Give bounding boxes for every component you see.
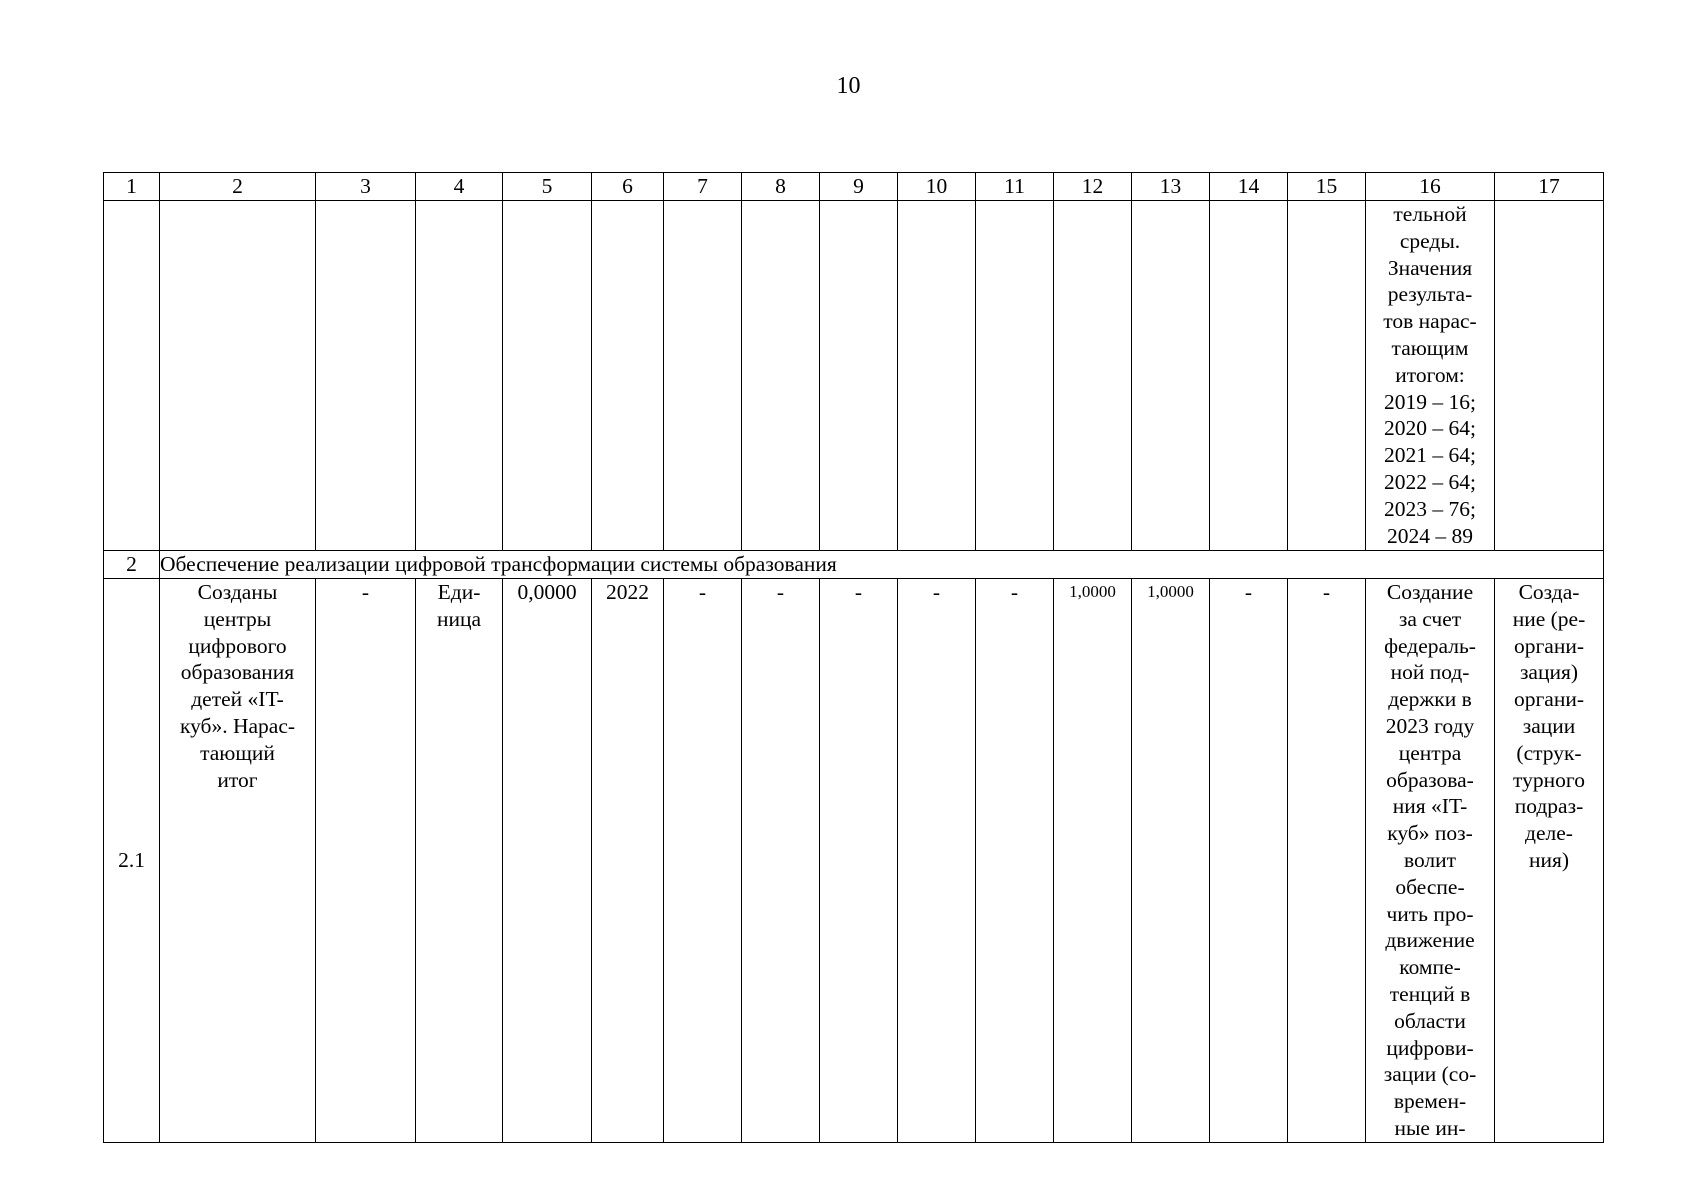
column-number: 6 — [592, 173, 664, 201]
section-title: Обеспечение реализации цифровой трансформации системы образования — [160, 551, 1604, 579]
value-cell: 1,0000 — [1132, 579, 1210, 1143]
table-cell — [160, 201, 316, 551]
indicator-name-cell — [160, 579, 316, 1143]
column-number: 13 — [1132, 173, 1210, 201]
column-number: 5 — [503, 173, 592, 201]
column-number-row — [104, 173, 1604, 201]
table-cell — [503, 201, 592, 551]
table-cell — [1288, 201, 1366, 551]
note-cell — [1495, 579, 1604, 1143]
table-cell — [664, 201, 742, 551]
indicator-name: Созданы центры цифрового образования детей «IT- куб». Нарас- тающий итог — [179, 580, 296, 792]
table-cell: - — [316, 579, 416, 1143]
description-text: Создание за счет федераль- ной под- держки в 2023 году центра образова- ния «IT- куб» поз- волит обеспе- чить про- движение компе- тенций в области цифрови- зации (со- времен- ные ин- — [1383, 580, 1477, 1140]
table-cell — [416, 201, 503, 551]
table-cell — [1210, 201, 1288, 551]
table-cell — [1054, 201, 1132, 551]
base-year-cell: 2022 — [592, 579, 664, 1143]
table-cell: - — [742, 579, 820, 1143]
table-cell — [976, 201, 1054, 551]
value-cell: 1,0000 — [1054, 579, 1132, 1143]
column-number: 15 — [1288, 173, 1366, 201]
section-row — [104, 551, 1604, 579]
indicators-table — [103, 172, 1604, 1143]
continued-results-cell — [1366, 201, 1495, 551]
column-number: 14 — [1210, 173, 1288, 201]
column-number: 2 — [160, 173, 316, 201]
table-cell: - — [820, 579, 898, 1143]
table-cell — [104, 201, 160, 551]
column-number: 7 — [664, 173, 742, 201]
description-cell — [1366, 579, 1495, 1143]
table-cell: - — [664, 579, 742, 1143]
column-number: 12 — [1054, 173, 1132, 201]
column-number: 9 — [820, 173, 898, 201]
table-cell — [820, 201, 898, 551]
table-cell: - — [1210, 579, 1288, 1143]
section-number: 2 — [104, 551, 160, 579]
column-number: 16 — [1366, 173, 1495, 201]
table-cell — [1132, 201, 1210, 551]
column-number: 10 — [898, 173, 976, 201]
table-cell: - — [898, 579, 976, 1143]
unit-text: Еди- ница — [436, 580, 482, 631]
table-row — [104, 579, 1604, 1143]
column-number: 3 — [316, 173, 416, 201]
base-value-cell: 0,0000 — [503, 579, 592, 1143]
unit-cell — [416, 579, 503, 1143]
note-text: Созда- ние (ре- органи- зация) органи- зации (струк- турного подраз- деле- ния) — [1512, 580, 1586, 872]
table-cell: - — [976, 579, 1054, 1143]
column-number: 8 — [742, 173, 820, 201]
page-number: 10 — [836, 73, 861, 99]
column-number: 11 — [976, 173, 1054, 201]
column-number: 1 — [104, 173, 160, 201]
column-number: 4 — [416, 173, 503, 201]
table-cell — [316, 201, 416, 551]
continued-results-text: тельной среды. Значения результа- тов нарас- тающим итогом: 2019 – 16; 2020 – 64; 2021 – 64; 2022 – 64; 2023 – 76; 2024 – 89 — [1383, 202, 1477, 548]
table-cell — [898, 201, 976, 551]
table-cell: - — [1288, 579, 1366, 1143]
table-cell — [592, 201, 664, 551]
table-cell — [742, 201, 820, 551]
column-number: 17 — [1495, 173, 1604, 201]
row-number: 2.1 — [104, 579, 160, 1143]
continuation-row — [104, 201, 1604, 551]
table-cell — [1495, 201, 1604, 551]
